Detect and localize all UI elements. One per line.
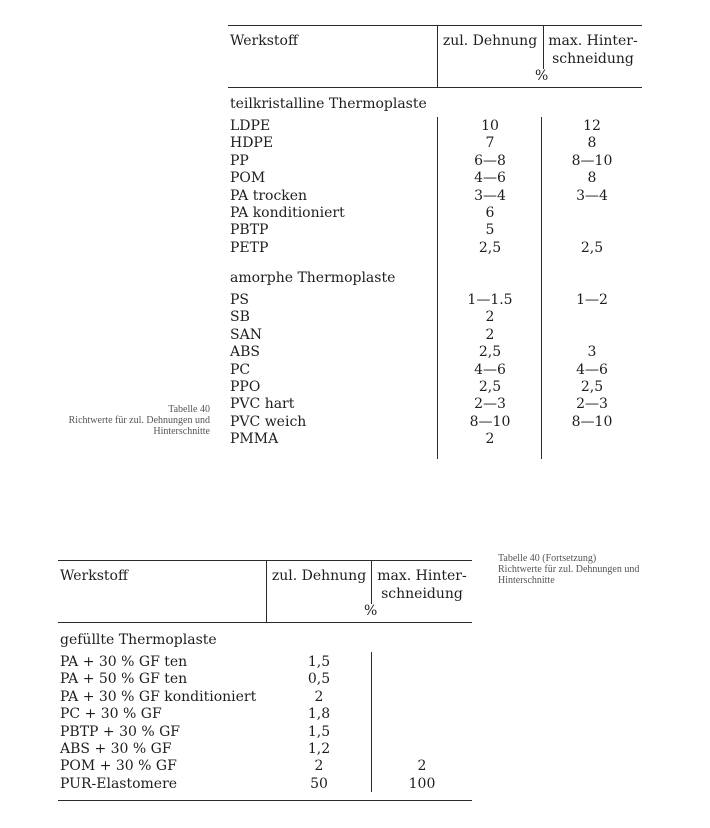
cell-strain: 1,5 [307,723,331,740]
cell-material: PC + 30 % GF [60,706,162,723]
cell-undercut: 8—10 [571,152,613,169]
cell-strain: 1,2 [307,741,331,757]
cell-strain: 1—1.5 [467,292,513,308]
cell-material: PBTP + 30 % GF [60,723,181,740]
cell-strain: 7 [485,135,495,152]
cell-material: PUR-Elastomere [60,775,178,792]
column-header-undercut-2: schneidung [552,51,634,67]
cell-strain: 2,5 [478,379,502,395]
section-title: teilkristalline Thermoplaste [230,96,427,112]
cell-strain: 2 [314,758,324,775]
cell-undercut: 8—10 [571,413,613,430]
cell-strain: 2 [314,688,324,705]
cell-material: PA + 30 % GF ten [60,654,188,670]
column-header-undercut-2: schneidung [381,586,463,602]
cell-strain: 6—8 [474,152,506,169]
cell-material: POM + 30 % GF [60,758,177,775]
cell-strain: 4—6 [474,361,506,378]
cell-material: PVC weich [230,413,307,430]
cell-material: PBTP [230,222,269,239]
table-top-rule [58,560,472,561]
cell-material: SB [230,309,250,326]
cell-material: ABS [230,344,260,361]
column-header-undercut: max. Hinter- [548,33,638,49]
cell-strain: 2 [485,431,495,448]
caption-line: Richtwerte für zul. Dehnungen und [498,564,640,575]
cell-strain: 6 [485,205,495,221]
cell-material: PP [230,152,249,169]
cell-material: PC [230,361,251,378]
cell-material: PVC hart [230,396,295,413]
cell-strain: 2—3 [474,396,506,413]
cell-strain: 2,5 [478,239,502,256]
cell-material: PA + 50 % GF ten [60,671,188,688]
cell-undercut: 1—2 [576,292,608,308]
cell-strain: 1,5 [307,654,331,670]
table-caption [498,553,639,586]
column-header-material: Werkstoff [60,568,128,584]
cell-material: PMMA [230,431,279,448]
cell-undercut: 2—3 [576,396,608,413]
cell-material: PS [230,292,250,308]
cell-undercut: 8 [587,170,597,187]
cell-strain: 3—4 [474,187,506,204]
cell-undercut: 2,5 [580,239,604,256]
cell-material: ABS + 30 % GF [60,741,172,757]
cell-undercut: 2,5 [580,379,604,395]
cell-material: HDPE [230,135,274,152]
column-header-strain: zul. Dehnung [442,33,538,49]
cell-material: PA konditioniert [230,205,345,221]
cell-strain: 8—10 [469,413,511,430]
cell-undercut: 3—4 [576,187,608,204]
caption-line: Tabelle 40 [168,404,210,415]
column-header-unit: % [535,68,549,84]
cell-strain: 0,5 [307,671,331,688]
cell-strain: 10 [481,118,499,134]
section-title: amorphe Thermoplaste [230,270,396,286]
column-header-unit: % [364,603,378,619]
column-header-strain: zul. Dehnung [271,568,367,584]
caption-line: Tabelle 40 (Fortsetzung) [498,553,597,564]
cell-material: PETP [230,239,269,256]
caption-line: Richtwerte für zul. Dehnungen und [68,415,210,426]
cell-strain: 5 [485,222,495,239]
cell-material: SAN [230,326,262,343]
caption-line: Hinterschnitte [153,426,210,437]
cell-strain: 2 [485,326,495,343]
cell-undercut: 2 [417,758,427,775]
cell-undercut: 12 [583,118,601,134]
cell-strain: 50 [310,775,328,792]
cell-material: LDPE [230,118,271,134]
cell-strain: 4—6 [474,170,506,187]
cell-material: POM [230,170,266,187]
caption-line: Hinterschnitte [498,575,555,586]
cell-undercut: 100 [408,775,436,792]
cell-undercut: 4—6 [576,361,608,378]
cell-strain: 2 [485,309,495,326]
table-bottom-rule [58,800,472,801]
column-header-material: Werkstoff [230,33,298,49]
cell-material: PA + 30 % GF konditioniert [60,688,257,705]
cell-strain: 1,8 [307,706,331,723]
cell-strain: 2,5 [478,344,502,361]
cell-material: PA trocken [230,187,308,204]
column-header-undercut: max. Hinter- [377,568,467,584]
cell-undercut: 3 [587,344,597,361]
section-title: gefüllte Thermoplaste [60,632,217,648]
cell-undercut: 8 [587,135,597,152]
table-header-rule [58,622,472,623]
cell-material: PPO [230,379,261,395]
